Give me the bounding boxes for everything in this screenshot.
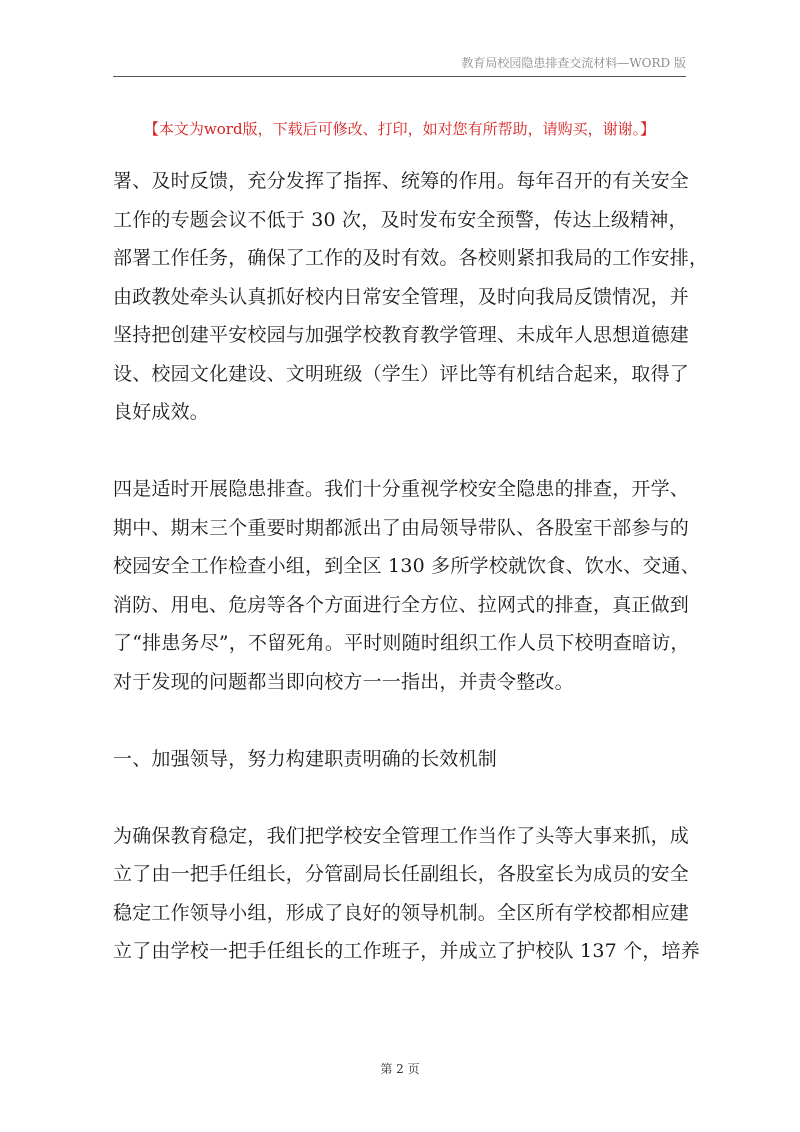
page-number: 第 2 页 <box>380 1062 420 1076</box>
section-heading <box>113 740 686 779</box>
paragraph-line: 立了由一把手任组长，分管副局长任副组长，各股室长为成员的安全 <box>113 863 690 885</box>
paragraph-line: 为确保教育稳定，我们把学校安全管理工作当作了头等大事来抓，成 <box>113 824 690 847</box>
paragraph-line: 由政教处牵头认真抓好校内日常安全管理，及时向我局反馈情况，并 <box>113 285 690 308</box>
paragraph-gap <box>113 432 686 471</box>
paragraph-line: 期中、期末三个重要时期都派出了由局领导带队、各股室干部参与的 <box>113 516 690 539</box>
paragraph-3 <box>113 817 700 971</box>
paragraph-line: 立了由学校一把手任组长的工作班子，并成立了护校队 137 个，培养 <box>113 940 700 962</box>
paragraph-line: 稳定工作领导小组，形成了良好的领导机制。全区所有学校都相应建 <box>113 901 690 924</box>
paragraph-line: 坚持把创建平安校园与加强学校教育教学管理、未成年人思想道德建 <box>113 324 690 346</box>
paragraph-1 <box>113 162 709 432</box>
paragraph-line: 对于发现的问题都当即向校方一一指出，并责令整改。 <box>113 670 574 693</box>
document-body <box>113 162 709 971</box>
paragraph-line: 消防、用电、危房等各个方面进行全方位、拉网式的排查，真正做到 <box>113 593 690 616</box>
paragraph-line: 设、校园文化建设、文明班级（学生）评比等有机结合起来，取得了 <box>113 362 690 385</box>
paragraph-gap <box>113 778 686 817</box>
heading-line: 一、加强领导，努力构建职责明确的长效机制 <box>113 747 498 770</box>
paragraph-line: 工作的专题会议不低于 30 次，及时发布安全预警，传达上级精神， <box>113 208 688 231</box>
header-title: 教育局校园隐患排查交流材料—WORD 版 <box>461 56 686 70</box>
paragraph-line: 良好成效。 <box>113 401 210 423</box>
page-header <box>113 50 686 77</box>
paragraph-gap <box>113 701 686 740</box>
paragraph-line: 部署工作任务，确保了工作的及时有效。各校则紧扣我局的工作安排， <box>113 247 709 269</box>
paragraph-2 <box>113 470 700 701</box>
paragraph-line: 署、及时反馈，充分发挥了指挥、统筹的作用。每年召开的有关安全 <box>113 170 690 192</box>
paragraph-line: 校园安全工作检查小组，到全区 130 多所学校就饮食、饮水、交通、 <box>113 555 700 577</box>
paragraph-line: 了“排患务尽”，不留死角。平时则随时组织工作人员下校明查暗访， <box>113 632 690 654</box>
download-notice: 【本文为word版，下载后可修改、打印，如对您有所帮助，请购买，谢谢。】 <box>143 120 656 138</box>
paragraph-line: 四是适时开展隐患排查。我们十分重视学校安全隐患的排查，开学、 <box>113 478 690 500</box>
